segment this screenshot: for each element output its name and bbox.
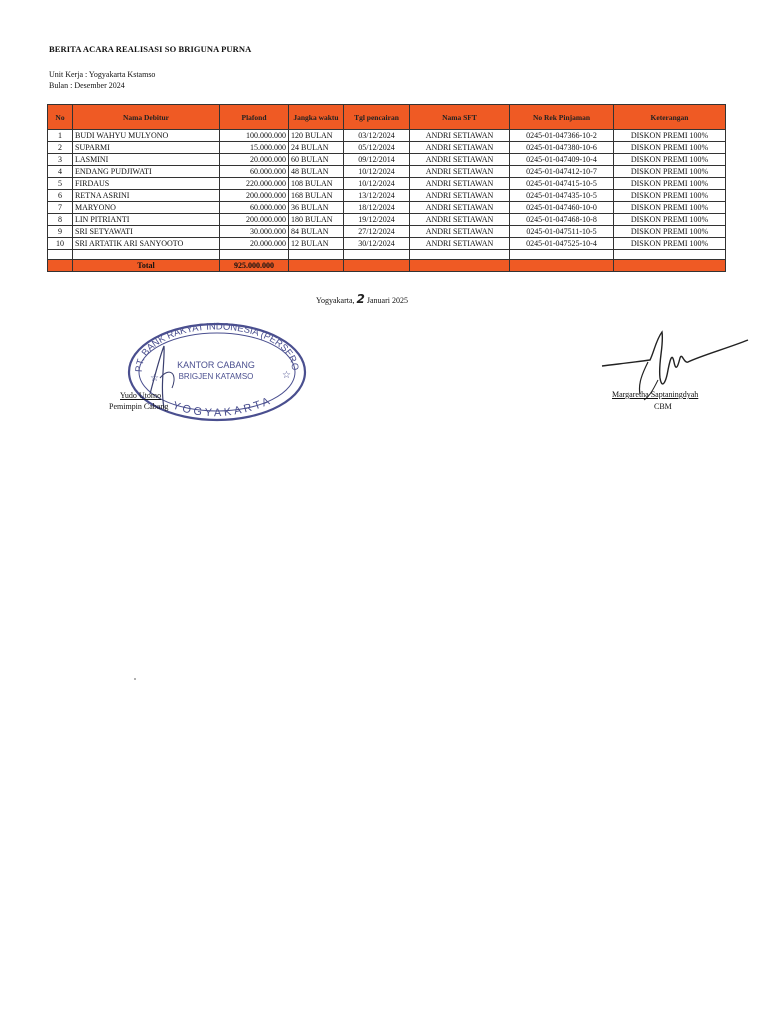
signer-left-role: Pemimpin Cabang xyxy=(109,402,169,411)
cell-plafond: 200.000.000 xyxy=(220,190,289,202)
header-no-rek: No Rek Pinjaman xyxy=(510,105,614,130)
cell-jangka: 168 BULAN xyxy=(289,190,344,202)
cell-plafond: 15.000.000 xyxy=(220,142,289,154)
cell-rek: 0245-01-047511-10-5 xyxy=(510,226,614,238)
cell-nama: SRI ARTATIK ARI SANYOOTO xyxy=(73,238,220,250)
cell-nama: SRI SETYAWATI xyxy=(73,226,220,238)
table-row xyxy=(48,142,726,154)
bulan: Bulan : Desember 2024 xyxy=(49,81,125,90)
cell-sft: ANDRI SETIAWAN xyxy=(410,202,510,214)
table-row xyxy=(48,238,726,250)
cell-rek: 0245-01-047525-10-4 xyxy=(510,238,614,250)
cell-ket: DISKON PREMI 100% xyxy=(614,166,726,178)
cell-no: 6 xyxy=(48,190,73,202)
cell-tgl: 03/12/2024 xyxy=(344,130,410,142)
empty-row xyxy=(48,250,726,260)
table-row xyxy=(48,226,726,238)
cell-plafond: 20.000.000 xyxy=(220,238,289,250)
cell-rek: 0245-01-047409-10-4 xyxy=(510,154,614,166)
total-label: Total xyxy=(73,260,220,272)
table-row xyxy=(48,202,726,214)
realisasi-table xyxy=(47,104,726,272)
total-row xyxy=(48,260,726,272)
table-row xyxy=(48,178,726,190)
cell-sft: ANDRI SETIAWAN xyxy=(410,142,510,154)
stamp-top-text: PT. BANK RAKYAT INDONESIA (PERSERO xyxy=(133,321,301,373)
header-nama-debitur: Nama Debitur xyxy=(73,105,220,130)
stamp-line1: KANTOR CABANG xyxy=(177,360,255,370)
cell-nama: MARYONO xyxy=(73,202,220,214)
cell-sft: ANDRI SETIAWAN xyxy=(410,226,510,238)
cell-tgl: 30/12/2024 xyxy=(344,238,410,250)
cell-ket: DISKON PREMI 100% xyxy=(614,190,726,202)
star-icon: ☆ xyxy=(282,370,291,381)
signer-left-name: Yudo Utomo xyxy=(120,391,162,400)
cell-ket: DISKON PREMI 100% xyxy=(614,238,726,250)
scan-speck xyxy=(134,678,136,680)
cell-plafond: 30.000.000 xyxy=(220,226,289,238)
cell-nama: LIN PITRIANTI xyxy=(73,214,220,226)
cell-tgl: 09/12/2014 xyxy=(344,154,410,166)
cell-rek: 0245-01-047435-10-5 xyxy=(510,190,614,202)
cell-plafond: 20.000.000 xyxy=(220,154,289,166)
cell-rek: 0245-01-047412-10-7 xyxy=(510,166,614,178)
cell-ket: DISKON PREMI 100% xyxy=(614,226,726,238)
table-row xyxy=(48,166,726,178)
cell-nama: ENDANG PUDJIWATI xyxy=(73,166,220,178)
cell-sft: ANDRI SETIAWAN xyxy=(410,178,510,190)
cell-sft: ANDRI SETIAWAN xyxy=(410,166,510,178)
signing-date xyxy=(316,292,408,306)
cell-nama: SUPARMI xyxy=(73,142,220,154)
cell-rek: 0245-01-047380-10-6 xyxy=(510,142,614,154)
cell-plafond: 220.000.000 xyxy=(220,178,289,190)
header-tgl-pencairan: Tgl pencairan xyxy=(344,105,410,130)
signing-place: Yogyakarta, xyxy=(316,296,355,305)
cell-no: 10 xyxy=(48,238,73,250)
cell-sft: ANDRI SETIAWAN xyxy=(410,238,510,250)
cell-nama: BUDI WAHYU MULYONO xyxy=(73,130,220,142)
cell-tgl: 10/12/2024 xyxy=(344,178,410,190)
cell-ket: DISKON PREMI 100% xyxy=(614,202,726,214)
cell-ket: DISKON PREMI 100% xyxy=(614,142,726,154)
document-title: BERITA ACARA REALISASI SO BRIGUNA PURNA xyxy=(49,44,252,54)
stamp-line2: BRIGJEN KATAMSO xyxy=(178,372,254,381)
cell-jangka: 120 BULAN xyxy=(289,130,344,142)
header-no: No xyxy=(48,105,73,130)
cell-sft: ANDRI SETIAWAN xyxy=(410,154,510,166)
unit-kerja: Unit Kerja : Yogyakarta Kstamso xyxy=(49,70,156,79)
stamp-bottom-text: YOGYAKARTA xyxy=(171,394,275,420)
cell-ket: DISKON PREMI 100% xyxy=(614,178,726,190)
cell-plafond: 200.000.000 xyxy=(220,214,289,226)
header-jangka-waktu: Jangka waktu xyxy=(289,105,344,130)
cell-rek: 0245-01-047468-10-8 xyxy=(510,214,614,226)
cell-no: 2 xyxy=(48,142,73,154)
cell-tgl: 10/12/2024 xyxy=(344,166,410,178)
cell-ket: DISKON PREMI 100% xyxy=(614,154,726,166)
cell-rek: 0245-01-047415-10-5 xyxy=(510,178,614,190)
cell-jangka: 48 BULAN xyxy=(289,166,344,178)
table-row xyxy=(48,154,726,166)
cell-rek: 0245-01-047366-10-2 xyxy=(510,130,614,142)
table-header-row xyxy=(48,105,726,130)
table-row xyxy=(48,214,726,226)
cell-jangka: 180 BULAN xyxy=(289,214,344,226)
cell-jangka: 12 BULAN xyxy=(289,238,344,250)
cell-no: 4 xyxy=(48,166,73,178)
cell-nama: RETNA ASRINI xyxy=(73,190,220,202)
cell-no: 8 xyxy=(48,214,73,226)
cell-plafond: 60.000.000 xyxy=(220,166,289,178)
signing-day: 2 xyxy=(356,292,365,306)
header-nama-sft: Nama SFT xyxy=(410,105,510,130)
cell-jangka: 36 BULAN xyxy=(289,202,344,214)
cell-rek: 0245-01-047460-10-0 xyxy=(510,202,614,214)
signing-month-year: Januari 2025 xyxy=(366,296,408,305)
cell-jangka: 84 BULAN xyxy=(289,226,344,238)
cell-tgl: 13/12/2024 xyxy=(344,190,410,202)
cell-nama: FIRDAUS xyxy=(73,178,220,190)
star-icon: ☆ xyxy=(150,373,159,384)
cell-tgl: 05/12/2024 xyxy=(344,142,410,154)
cell-sft: ANDRI SETIAWAN xyxy=(410,190,510,202)
cell-jangka: 108 BULAN xyxy=(289,178,344,190)
header-keterangan: Keterangan xyxy=(614,105,726,130)
header-plafond: Plafond xyxy=(220,105,289,130)
cell-no: 5 xyxy=(48,178,73,190)
cell-tgl: 18/12/2024 xyxy=(344,202,410,214)
cell-no: 7 xyxy=(48,202,73,214)
cell-sft: ANDRI SETIAWAN xyxy=(410,214,510,226)
cell-no: 9 xyxy=(48,226,73,238)
cell-plafond: 60.000.000 xyxy=(220,202,289,214)
signer-right-role: CBM xyxy=(654,402,672,411)
table-row xyxy=(48,130,726,142)
cell-tgl: 19/12/2024 xyxy=(344,214,410,226)
cell-no: 3 xyxy=(48,154,73,166)
cell-ket: DISKON PREMI 100% xyxy=(614,130,726,142)
cell-plafond: 100.000.000 xyxy=(220,130,289,142)
cell-sft: ANDRI SETIAWAN xyxy=(410,130,510,142)
cell-jangka: 24 BULAN xyxy=(289,142,344,154)
cell-no: 1 xyxy=(48,130,73,142)
cell-jangka: 60 BULAN xyxy=(289,154,344,166)
cell-nama: LASMINI xyxy=(73,154,220,166)
cell-ket: DISKON PREMI 100% xyxy=(614,214,726,226)
signer-right-name: Margaretha Saptaningdyah xyxy=(612,390,699,399)
cell-tgl: 27/12/2024 xyxy=(344,226,410,238)
table-row xyxy=(48,190,726,202)
total-value: 925.000.000 xyxy=(220,260,289,272)
